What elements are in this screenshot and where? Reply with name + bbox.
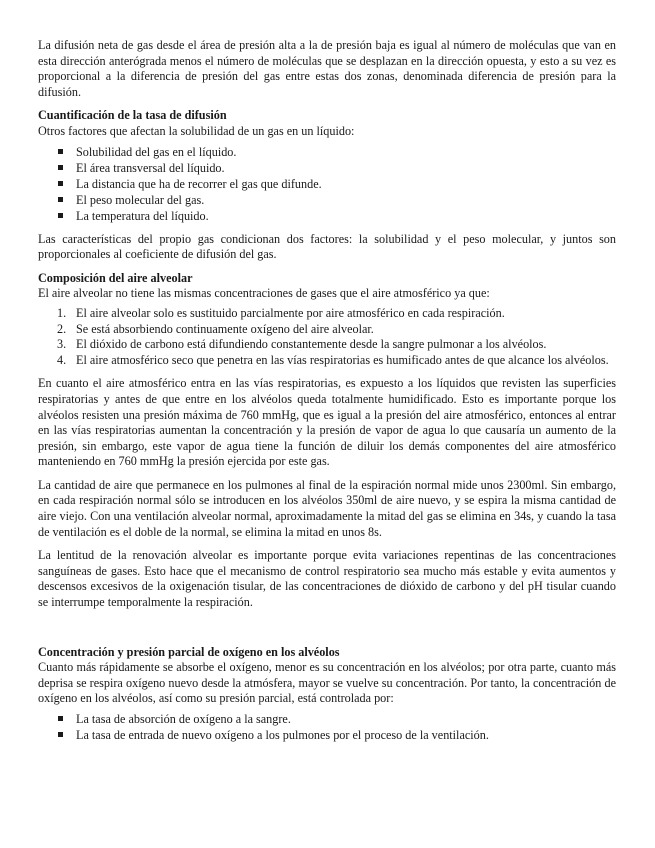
list-item: La temperatura del líquido. [38,208,616,224]
paragraph: La lentitud de la renovación alveolar es importante porque evita variaciones repentinas de las concentraciones sanguíneas de gases. Esto hace que el mecanismo de control respiratorio sea mucho más estable y evita aumentos y descensos excesivos de la oxigenación tisular, de las concentraciones de dióxido de carbono y del pH tisular cuando se interrumpe temporalmente la respiración. [38,548,616,610]
oxygen-control-list [38,711,616,743]
list-item: Solubilidad del gas en el líquido. [38,144,616,160]
list-item: La tasa de entrada de nuevo oxígeno a los pulmones por el proceso de la ventilación. [38,727,616,743]
list-item: El peso molecular del gas. [38,192,616,208]
paragraph: Las características del propio gas condicionan dos factores: la solubilidad y el peso molecular, y juntos son proporcionales al coeficiente de difusión del gas. [38,231,616,262]
intro-paragraph: La difusión neta de gas desde el área de presión alta a la de presión baja es igual al número de moléculas que van en esta dirección anterógrada menos el número de moléculas que se desplazan en la dirección opuesta, y esto a su vez es proporcional a la diferencia de presión del gas entre estas dos zonas, denominada diferencia de presión para la difusión. [38,38,616,99]
document-page [38,38,616,751]
list-item: La distancia que ha de recorrer el gas que difunde. [38,176,616,192]
factors-list [38,144,616,224]
section-intro: El aire alveolar no tiene las mismas concentraciones de gases que el aire atmosférico ya que: [38,286,490,301]
paragraph: La cantidad de aire que permanece en los pulmones al final de la espiración normal mide unos 2300ml. Sin embargo, en cada respiración normal sólo se introducen en los alvéolos 350ml de aire nuevo, y se espira la misma cantidad de aire viejo. Con una ventilación alveolar normal, aproximadamente la mitad del gas se elimina en 34s, y cuando la tasa de ventilación es el doble de la normal, se elimina la mitad en unos 8s. [38,477,616,539]
list-item: El área transversal del líquido. [38,160,616,176]
paragraph: En cuanto el aire atmosférico entra en las vías respiratorias, es expuesto a los líquidos que revisten las superficies respiratorias y antes de que entre en los alvéolos queda totalmente humidificado. Esto es importante porque los alvéolos resisten una presión máxima de 760 mmHg, que es igual a la presión del aire atmosférico, entonces al entrar en las vías respiratorias aumentan la concentración y la presión de vapor de agua lo que causaría un aumento de la presión, sin embargo, este vapor de agua tiene la función de diluir los demás componentes del aire atmosférico manteniendo en 760 mmHg la presión ejercida por este gas. [38,376,616,469]
section-title-oxygen: Concentración y presión parcial de oxígeno en los alvéolos [38,644,340,659]
section-intro: Cuanto más rápidamente se absorbe el oxígeno, menor es su concentración en los alvéolos; por otra parte, cuanto más deprisa se respira oxígeno nuevo desde la atmósfera, mayor se vuelve su concentración. Por tanto, la concentración de oxígeno en los alvéolos, así como su presión parcial, está controlada por: [38,660,616,706]
list-item: 1. El aire alveolar solo es sustituido parcialmente por aire atmosférico en cada respiración. [57,305,505,320]
list-item: 2. Se está absorbiendo continuamente oxígeno del aire alveolar. [57,321,374,336]
list-item: 4. El aire atmosférico seco que penetra en las vías respiratorias es humificado antes de que alcance los alvéolos. [57,352,609,367]
section-title-diffusion-rate: Cuantificación de la tasa de difusión [38,108,227,123]
section-intro: Otros factores que afectan la solubilidad de un gas en un líquido: [38,123,355,138]
list-item: 3. El dióxido de carbono está difundiendo constantemente desde la sangre pulmonar a los alvéolos. [57,337,547,352]
section-title-alveolar-air: Composición del aire alveolar [38,270,193,285]
list-item: La tasa de absorción de oxígeno a la sangre. [38,711,616,727]
reasons-list [38,306,616,368]
